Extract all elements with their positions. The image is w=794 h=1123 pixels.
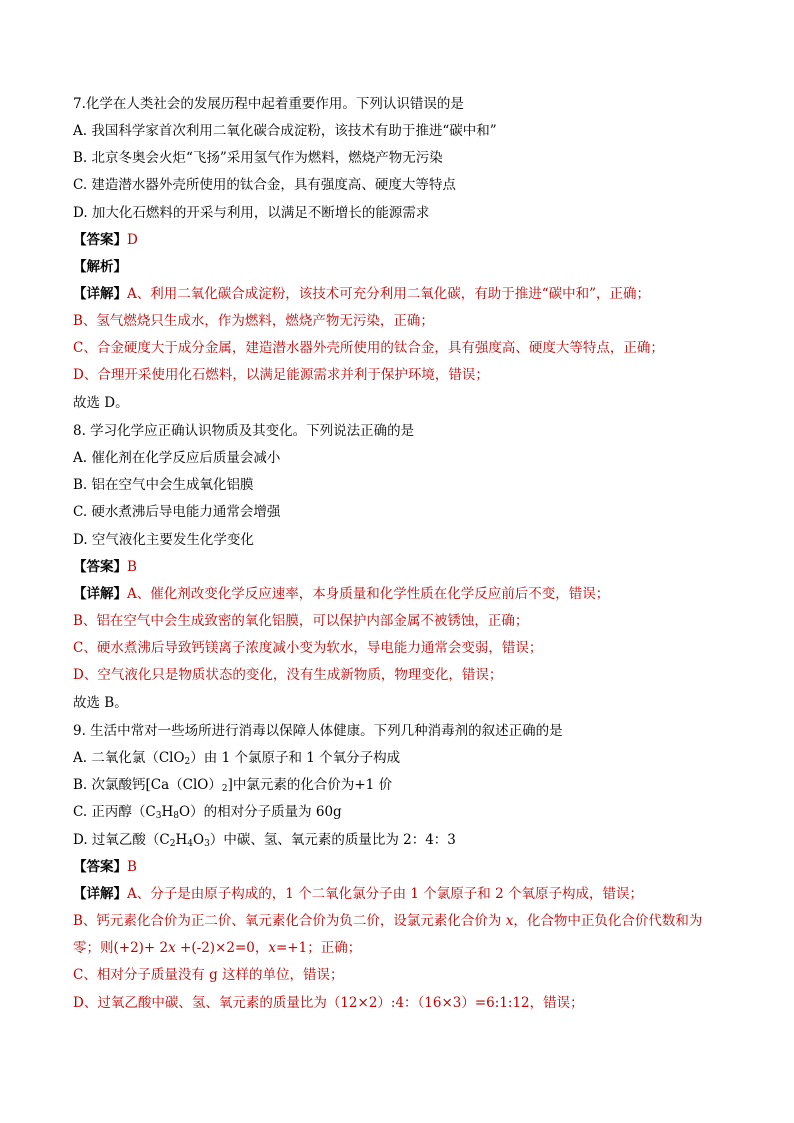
q7-detail-b: B、氢气燃烧只生成水，作为燃料，燃烧产物无污染，正确； [73,313,434,329]
q7-option-b: B. 北京冬奥会火炬“飞扬”采用氢气作为燃料，燃烧产物无污染 [73,150,443,166]
answer-value: B [127,559,137,575]
q7-detail-a [73,286,754,302]
answer-tag: 【答案】 [73,559,127,575]
q9-option-c [73,804,754,820]
text: D. 过氧乙酸（C [73,832,170,848]
text: ）中碳、氢、氧元素的质量比为 2：4：3 [209,832,456,848]
q7-conclusion: 故选 D。 [73,395,129,411]
q7-detail-d: D、合理开采使用化石燃料，以满足能源需求并利于保护环境，错误； [73,367,489,383]
variable-x: x [168,940,176,956]
q7-detail-c: C、合金硬度大于成分金属，建造潜水器外壳所使用的钛合金，具有强度高、硬度大等特点，正确； [73,340,664,356]
subscript: 3 [155,811,162,821]
text: H [161,804,174,820]
question-9-stem: 9. 生活中常对一些场所进行消毒以保障人体健康。下列几种消毒剂的叙述正确的是 [73,723,563,739]
q9-option-d [73,832,754,848]
q7-answer-line [73,232,754,248]
answer-tag: 【答案】 [73,232,127,248]
q7-option-c: C. 建造潜水器外壳所使用的钛合金，具有强度高、硬度大等特点 [73,177,456,193]
analysis-tag: 【解析】 [73,259,127,275]
text: H [175,832,188,848]
q8-detail-a [73,586,754,602]
q8-option-b: B. 铝在空气中会生成氧化铝膜 [73,477,254,493]
q9-detail-c: C、相对分子质量没有 g 这样的单位，错误； [73,967,344,983]
subscript: 2 [169,839,176,849]
q9-detail-d: D、过氧乙酸中碳、氢、氧元素的质量比为（12×2）:4：（16×3）=6:1:12，错误； [73,995,584,1011]
answer-value: D [127,232,138,248]
variable-x: x [268,940,276,956]
text: A. 二氧化氯（ClO [73,750,185,766]
answer-value: B [127,859,137,875]
q8-detail-d: D、空气液化只是物质状态的变化，没有生成新物质，物理变化，错误； [73,667,503,683]
text: ]中氯元素的化合价为+1 价 [227,777,393,793]
variable-x: x [505,913,514,929]
text: C. 正丙醇（C [73,804,156,820]
subscript: 3 [204,839,210,849]
subscript: 4 [187,839,194,849]
text: +(-2)×2=0， [175,940,269,956]
answer-tag: 【答案】 [73,859,127,875]
subscript: 2 [221,784,228,794]
text: B. 次氯酸钙[Ca（ClO） [73,777,222,793]
q9-answer-line [73,859,754,875]
q9-option-b [73,777,754,793]
q9-detail-a [73,886,754,902]
detail-tag: 【详解】 [73,586,127,602]
question-7-stem: 7.化学在人类社会的发展历程中起着重要作用。下列认识错误的是 [73,96,464,112]
q7-option-d: D. 加大化石燃料的开采与利用，以满足不断增长的能源需求 [73,205,430,221]
q8-conclusion: 故选 B。 [73,695,128,711]
q8-detail-c: C、硬水煮沸后导致钙镁离子浓度减小变为软水，导电能力通常会变弱，错误； [73,640,543,656]
text: B、钙元素化合价为正二价、氧元素化合价为负二价，设氯元素化合价为 [73,913,506,929]
q9-detail-b-line1 [73,913,754,929]
text: O [193,832,205,848]
q8-detail-b: B、铝在空气中会生成致密的氧化铝膜，可以保护内部金属不被锈蚀，正确； [73,613,529,629]
subscript: 2 [184,757,191,767]
q8-option-c: C. 硬水煮沸后导电能力通常会增强 [73,504,281,520]
q8-answer-line [73,559,754,575]
text: ，化合物中正负化合价代数和为 [513,913,703,929]
q9-detail-b-line2 [73,940,754,956]
question-8-stem: 8. 学习化学应正确认识物质及其变化。下列说法正确的是 [73,423,415,439]
subscript: 8 [173,811,180,821]
text: =+1；正确； [275,940,362,956]
detail-tag: 【详解】 [73,886,127,902]
text: ）由 1 个氯原子和 1 个氧分子构成 [190,750,401,766]
q8-option-a: A. 催化剂在化学反应后质量会减小 [73,450,281,466]
detail-text: A、利用二氧化碳合成淀粉，该技术可充分利用二氧化碳，有助于推进“碳中和”，正确； [127,286,651,302]
q7-option-a: A. 我国科学家首次利用二氧化碳合成淀粉，该技术有助于推进“碳中和” [73,123,497,139]
detail-tag: 【详解】 [73,286,127,302]
q9-option-a [73,750,754,766]
text: O）的相对分子质量为 60g [179,804,342,820]
detail-text: A、催化剂改变化学反应速率，本身质量和化学性质在化学反应前后不变，错误； [127,586,610,602]
q8-option-d: D. 空气液化主要发生化学变化 [73,532,254,548]
text: 零；则(+2)+ 2 [73,940,169,956]
detail-text: A、分子是由原子构成的，1 个二氧化氯分子由 1 个氯原子和 2 个氧原子构成，错误； [127,886,643,902]
